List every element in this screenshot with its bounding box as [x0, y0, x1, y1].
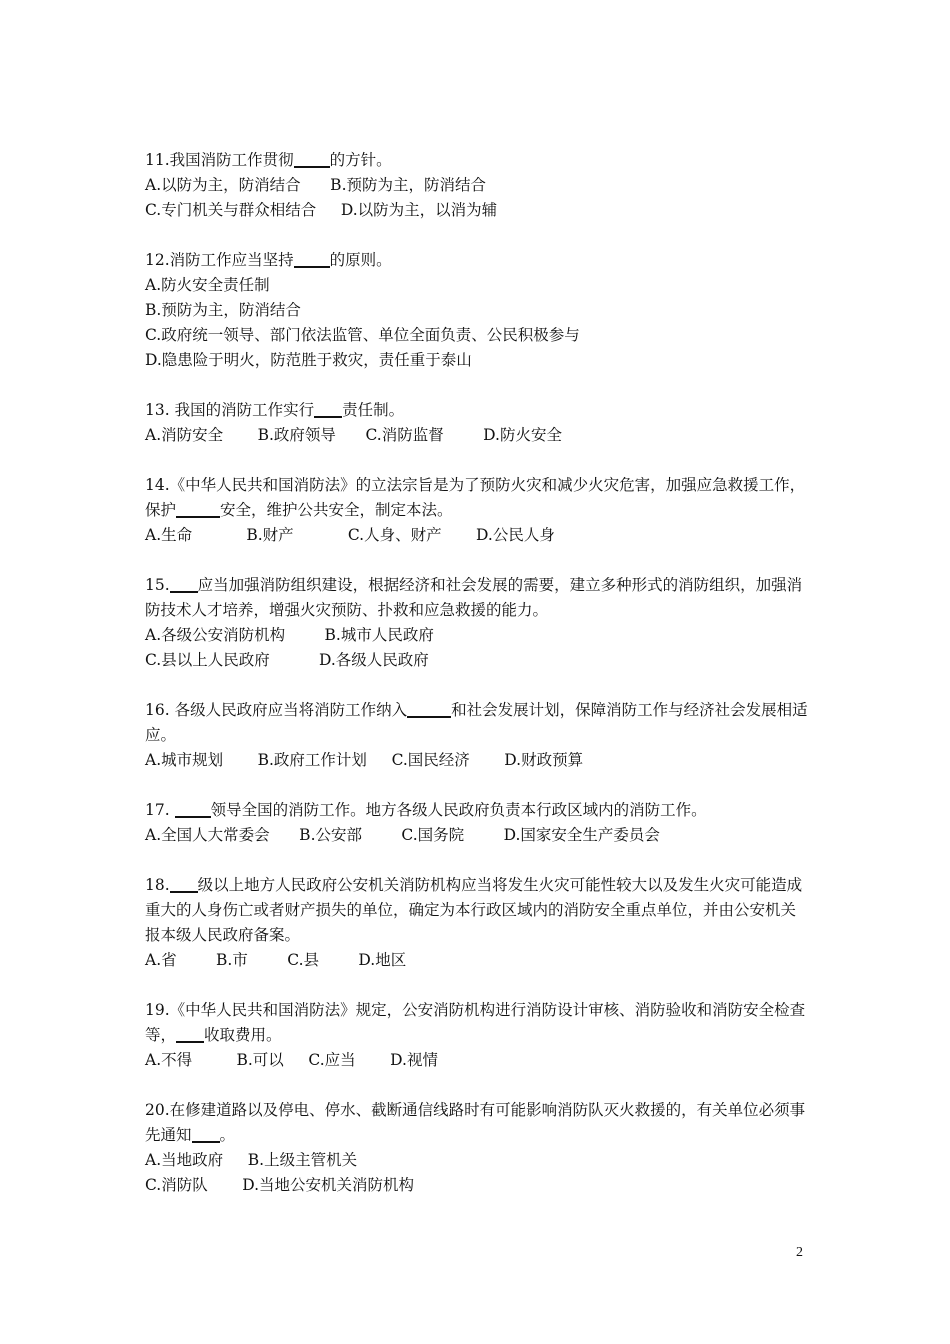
options-line: A.不得 B.可以 C.应当 D.视情: [145, 1051, 438, 1069]
answer-blank: [176, 1024, 204, 1043]
answer-blank: [175, 799, 211, 818]
question-15: [145, 573, 810, 673]
question-stem: 13. 我国的消防工作实行 责任制。: [145, 401, 405, 419]
options-line: A.生命 B.财产 C.人身、财产 D.公民人身: [145, 526, 555, 544]
options-line: A.全国人大常委会 B.公安部 C.国务院 D.国家安全生产委员会: [145, 826, 660, 844]
answer-blank: [176, 499, 220, 518]
options-line: C.县以上人民政府 D.各级人民政府: [145, 651, 429, 669]
question-20: [145, 1098, 810, 1198]
options-line: B.预防为主，防消结合: [145, 301, 301, 319]
answer-blank: [407, 699, 451, 718]
question-11: [145, 148, 810, 223]
question-stem: 18. 级以上地方人民政府公安机关消防机构应当将发生火灾可能性较大以及发生火灾可能造成重大的人身伤亡或者财产损失的单位，确定为本行政区域内的消防安全重点单位，并由公安机关报本级人民政府备案。: [145, 876, 803, 944]
options-line: C.消防队 D.当地公安机关消防机构: [145, 1176, 415, 1194]
question-stem: 19.《中华人民共和国消防法》规定，公安消防机构进行消防设计审核、消防验收和消防安全检查等， 收取费用。: [145, 1001, 806, 1044]
question-stem: 20.在修建道路以及停电、停水、截断通信线路时有可能影响消防队灭火救援的，有关单位必须事先通知 。: [145, 1101, 806, 1144]
question-stem: 14.《中华人民共和国消防法》的立法宗旨是为了预防火灾和减少火灾危害，加强应急救援工作，保护 安全，维护公共安全，制定本法。: [145, 476, 806, 519]
question-stem: 11.我国消防工作贯彻 的方针。: [145, 151, 392, 169]
question-stem: 16. 各级人民政府应当将消防工作纳入 和社会发展计划，保障消防工作与经济社会发展相适应。: [145, 701, 808, 744]
options-line: A.省 B.市 C.县 D.地区: [145, 951, 407, 969]
question-14: [145, 473, 810, 548]
options-line: A.以防为主，防消结合 B.预防为主，防消结合: [145, 176, 487, 194]
question-stem: 12.消防工作应当坚持 的原则。: [145, 251, 392, 269]
question-13: [145, 398, 810, 448]
question-18: [145, 873, 810, 973]
answer-blank: [314, 399, 342, 418]
options-line: A.当地政府 B.上级主管机关: [145, 1151, 358, 1169]
options-line: A.消防安全 B.政府领导 C.消防监督 D.防火安全: [145, 426, 562, 444]
options-line: C.政府统一领导、部门依法监管、单位全面负责、公民积极参与: [145, 326, 580, 344]
question-12: [145, 248, 810, 373]
question-list: [145, 148, 810, 1223]
question-16: [145, 698, 810, 773]
options-line: A.防火安全责任制: [145, 276, 270, 294]
options-line: D.隐患险于明火，防范胜于救灾，责任重于泰山: [145, 351, 472, 369]
answer-blank: [294, 249, 330, 268]
question-stem: 17. 领导全国的消防工作。地方各级人民政府负责本行政区域内的消防工作。: [145, 801, 707, 819]
answer-blank: [170, 874, 198, 893]
options-line: C.专门机关与群众相结合 D.以防为主，以消为辅: [145, 201, 498, 219]
question-stem: 15. 应当加强消防组织建设，根据经济和社会发展的需要，建立多种形式的消防组织，加强消防技术人才培养，增强火灾预防、扑救和应急救援的能力。: [145, 576, 803, 619]
options-line: A.城市规划 B.政府工作计划 C.国民经济 D.财政预算: [145, 751, 584, 769]
answer-blank: [170, 574, 198, 593]
page-number: 2: [796, 1245, 803, 1260]
answer-blank: [192, 1124, 220, 1143]
question-17: [145, 798, 810, 848]
answer-blank: [294, 149, 330, 168]
options-line: A.各级公安消防机构 B.城市人民政府: [145, 626, 434, 644]
question-19: [145, 998, 810, 1073]
